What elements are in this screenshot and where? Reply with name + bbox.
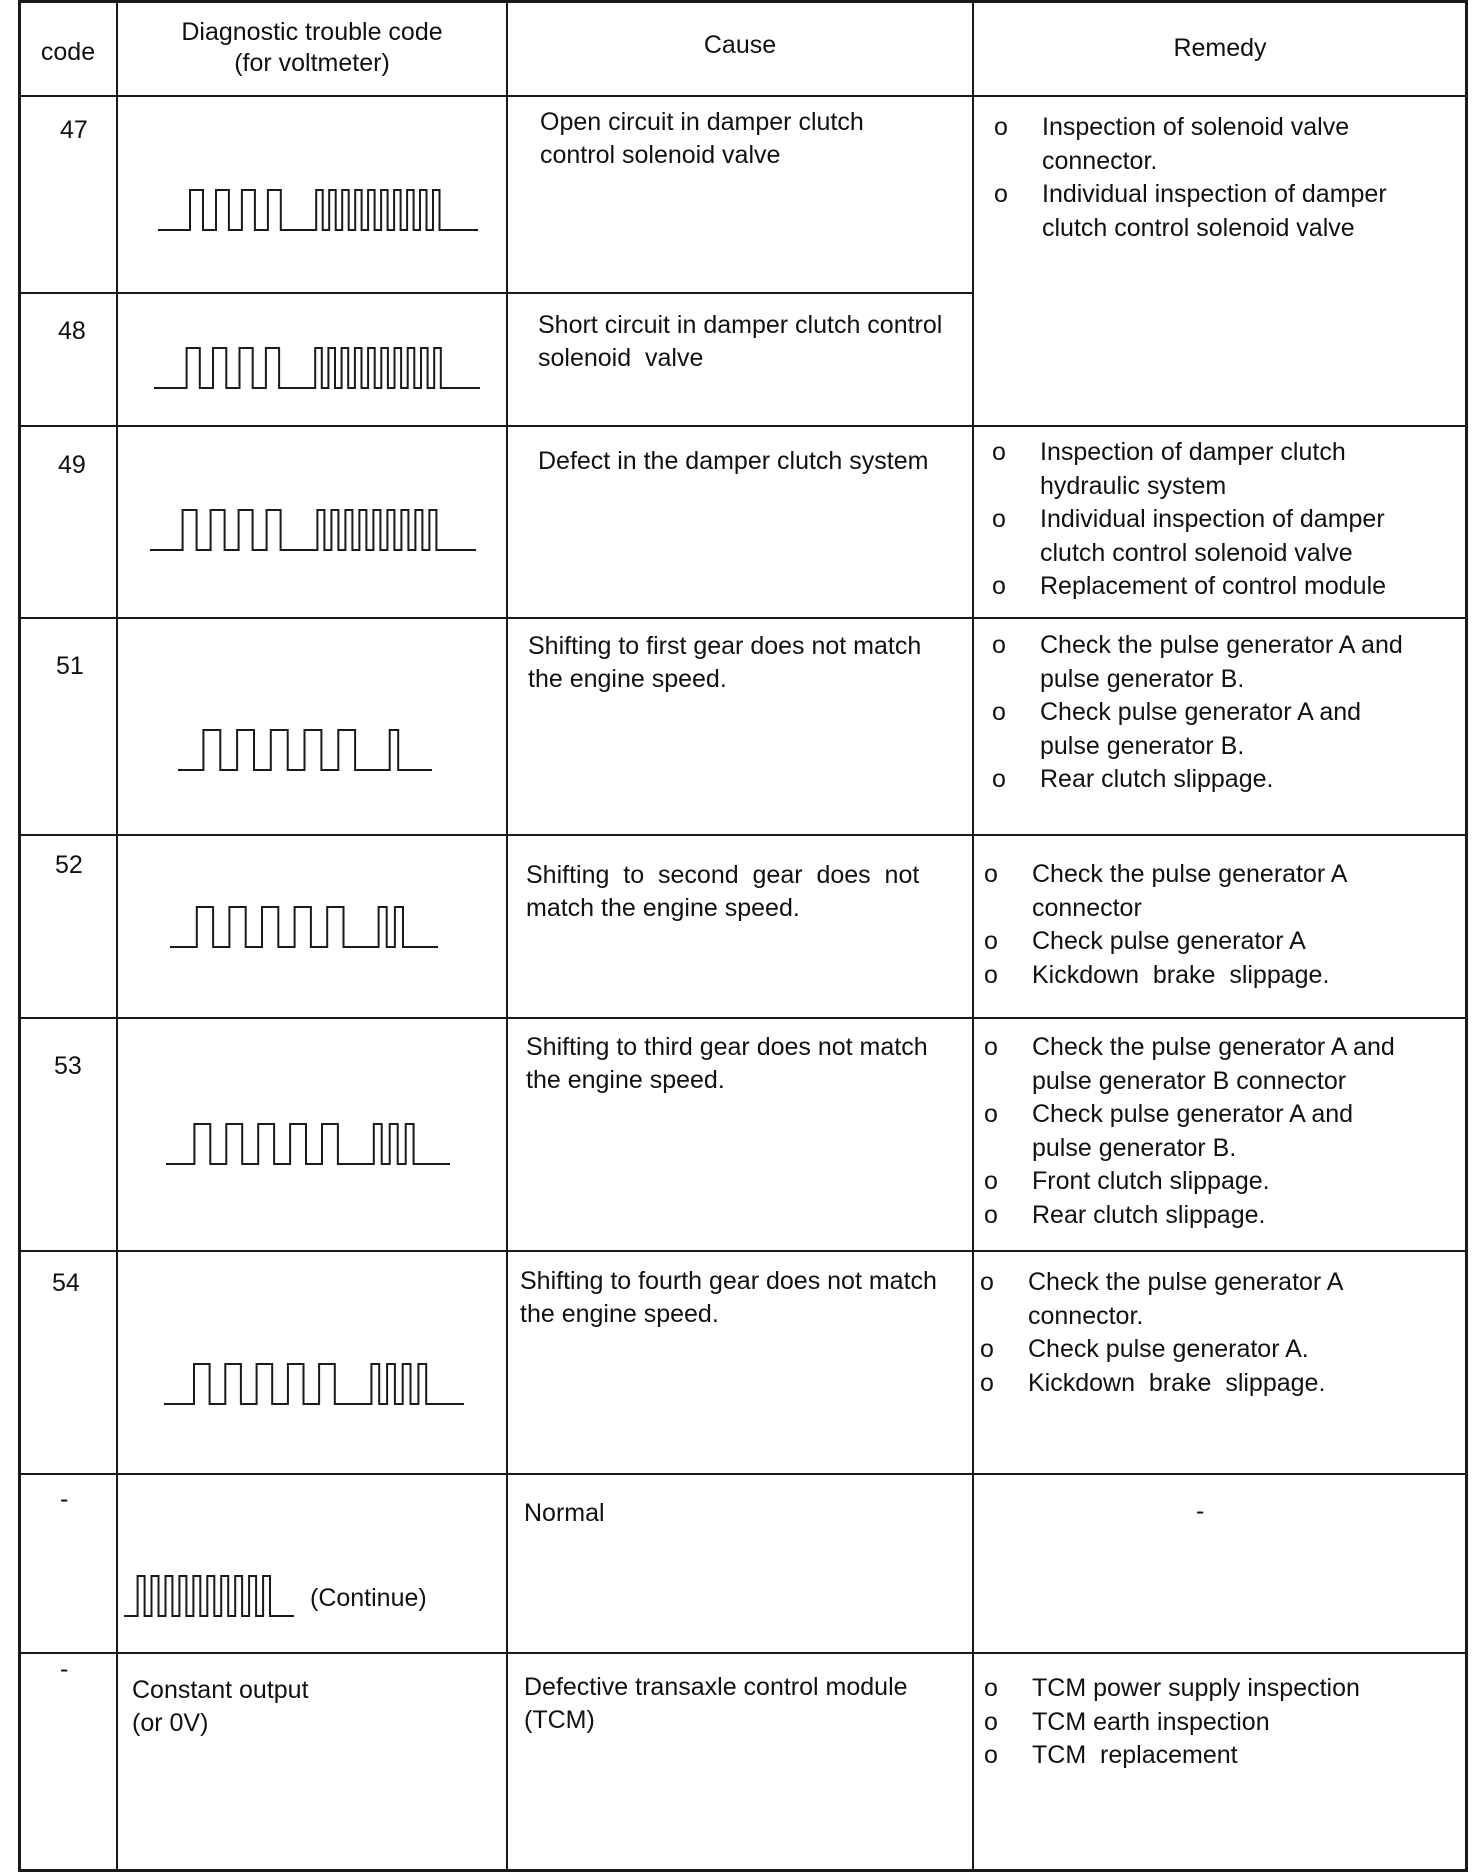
row-divider	[18, 834, 1468, 836]
row-divider	[18, 617, 1468, 619]
remedy-list	[980, 1266, 1343, 1400]
remedy-item: o Check the pulse generator A and pulse generator B.	[992, 629, 1403, 696]
row-divider	[18, 1250, 1468, 1252]
code-cell: 53	[54, 1052, 82, 1080]
row-divider	[18, 292, 974, 294]
remedy-item: o Check pulse generator A	[984, 925, 1347, 959]
remedy-item: o Individual inspection of damper clutch control solenoid valve	[994, 178, 1387, 245]
remedy-list	[992, 436, 1386, 604]
remedy-list	[984, 1672, 1360, 1773]
pulse-waveform-icon	[164, 1362, 464, 1406]
remedy-list	[984, 1031, 1395, 1232]
remedy-item: o TCM replacement	[984, 1739, 1360, 1773]
code-cell: 54	[52, 1269, 80, 1297]
continue-note: (Continue)	[310, 1584, 427, 1612]
cause-cell: Short circuit in damper clutch control solenoid valve	[538, 311, 943, 372]
code-cell: 52	[55, 851, 83, 879]
code-cell: -	[60, 1485, 69, 1513]
row-divider	[18, 1652, 1468, 1654]
pulse-waveform-icon	[178, 728, 432, 772]
remedy-item: o Check pulse generator A and pulse generator B.	[992, 696, 1403, 763]
cause-cell: Shifting to first gear does not match the engine speed.	[528, 632, 922, 693]
remedy-item: o Front clutch slippage.	[984, 1165, 1395, 1199]
remedy-item: o TCM earth inspection	[984, 1706, 1360, 1740]
cause-cell: Defect in the damper clutch system	[538, 447, 929, 475]
cause-cell: Defective transaxle control module (TCM)	[524, 1673, 908, 1734]
pulse-waveform-icon	[158, 188, 478, 232]
cause-cell: Shifting to second gear does not match the engine speed.	[526, 861, 920, 922]
code-cell: -	[60, 1655, 69, 1683]
remedy-item: o Rear clutch slippage.	[984, 1199, 1395, 1233]
column-divider	[506, 0, 508, 1872]
header-code: code	[40, 38, 96, 66]
code-cell: 47	[60, 116, 88, 144]
remedy-item: o Check the pulse generator A connector.	[980, 1266, 1343, 1333]
remedy-item: o Kickdown brake slippage.	[984, 959, 1347, 993]
row-divider	[18, 1473, 1468, 1475]
code-cell: 49	[58, 451, 86, 479]
cause-cell: Shifting to third gear does not match the engine speed.	[526, 1033, 928, 1094]
cause-cell: Normal	[524, 1499, 605, 1527]
remedy-item: o Check the pulse generator A and pulse generator B connector	[984, 1031, 1395, 1098]
remedy-list	[992, 629, 1403, 797]
code-cell: 48	[58, 317, 86, 345]
pulse-waveform-icon	[154, 346, 480, 390]
pulse-waveform-icon	[124, 1574, 294, 1618]
row-divider	[18, 95, 1468, 97]
remedy-item: o Check the pulse generator A connector	[984, 858, 1347, 925]
header-cause: Cause	[703, 31, 777, 59]
remedy-item: o Kickdown brake slippage.	[980, 1367, 1343, 1401]
row-divider	[18, 425, 1468, 427]
header-remedy: Remedy	[1173, 34, 1267, 62]
pulse-waveform-icon	[166, 1122, 450, 1166]
remedy-item: o Individual inspection of damper clutch control solenoid valve	[992, 503, 1386, 570]
remedy-list	[994, 111, 1387, 245]
remedy-item: o Check pulse generator A.	[980, 1333, 1343, 1367]
header-dtc: Diagnostic trouble code (for voltmeter)	[181, 18, 443, 77]
remedy-cell: -	[1196, 1497, 1205, 1525]
remedy-item: o Inspection of damper clutch hydraulic system	[992, 436, 1386, 503]
remedy-item: o TCM power supply inspection	[984, 1672, 1360, 1706]
code-cell: 51	[56, 652, 84, 680]
cause-cell: Shifting to fourth gear does not match the engine speed.	[520, 1267, 937, 1328]
dtc-text-cell: Constant output (or 0V)	[132, 1676, 309, 1737]
remedy-item: o Rear clutch slippage.	[992, 763, 1403, 797]
remedy-item: o Inspection of solenoid valve connector.	[994, 111, 1387, 178]
column-divider	[116, 0, 118, 1872]
pulse-waveform-icon	[150, 508, 476, 552]
column-divider	[972, 0, 974, 1872]
row-divider	[18, 1017, 1468, 1019]
remedy-list	[984, 858, 1347, 992]
remedy-item: o Replacement of control module	[992, 570, 1386, 604]
pulse-waveform-icon	[170, 905, 438, 949]
cause-cell: Open circuit in damper clutch control solenoid valve	[540, 108, 864, 169]
remedy-item: o Check pulse generator A and pulse generator B.	[984, 1098, 1395, 1165]
